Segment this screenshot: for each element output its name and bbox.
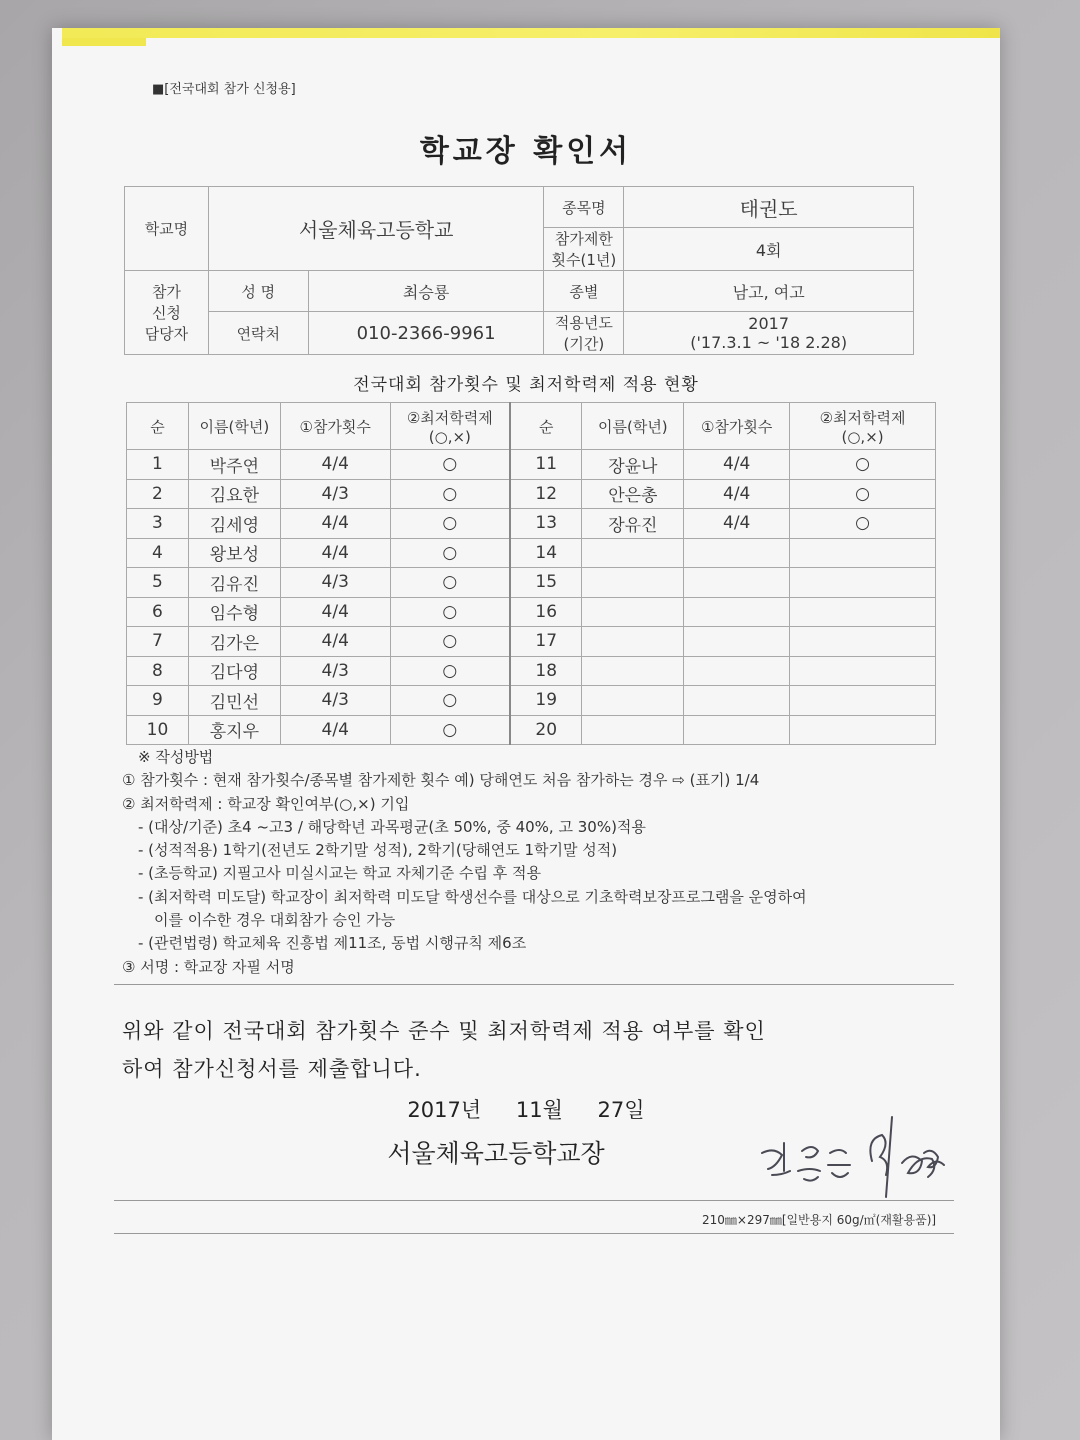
row-no: 2 [127, 479, 189, 509]
form-type-note: ■[전국대회 참가 신청용] [152, 82, 296, 97]
row-name: 김유진 [188, 568, 280, 598]
row-name: 홍지우 [188, 715, 280, 745]
date-month: 11월 [515, 1098, 563, 1122]
row-no: 10 [127, 715, 189, 745]
row-count [684, 656, 790, 686]
note-subitem: - (성적적용) 1학기(전년도 2학기말 성적), 2학기(당해연도 1학기말 성적) [138, 841, 618, 860]
row-name: 장유진 [582, 509, 684, 539]
row-name: 임수형 [188, 597, 280, 627]
row-academic: ○ [390, 479, 510, 509]
date-day: 27일 [597, 1098, 645, 1122]
row-count [684, 627, 790, 657]
table-row [127, 597, 936, 627]
limit-value: 4회 [624, 228, 914, 271]
document-title: 학교장 확인서 [419, 134, 633, 169]
phone-value: 010-2366-9961 [308, 312, 544, 355]
row-academic: ○ [390, 715, 510, 745]
table-row [127, 538, 936, 568]
header-academic: ②최저학력제 (○,×) [790, 403, 936, 450]
row-academic: ○ [390, 568, 510, 598]
row-no: 3 [127, 509, 189, 539]
table-row [127, 627, 936, 657]
note-item: ① 참가횟수 : 현재 참가횟수/종목별 참가제한 횟수 예) 당해연도 처음 참가하는 경우 ⇨ (표기) 1/4 [122, 771, 760, 790]
row-academic: ○ [390, 686, 510, 716]
gender-value: 남고, 여고 [624, 271, 914, 312]
row-no: 19 [510, 686, 582, 716]
note-item: ③ 서명 : 학교장 자필 서명 [122, 957, 295, 976]
row-name: 김요한 [188, 479, 280, 509]
table-row [127, 509, 936, 539]
row-no: 15 [510, 568, 582, 598]
paper-spec: 210㎜×297㎜[일반용지 60g/㎡(재활용품)] [702, 1213, 937, 1227]
row-name [582, 686, 684, 716]
footer-divider [114, 1200, 954, 1201]
row-name: 김세영 [188, 509, 280, 539]
row-no: 1 [127, 450, 189, 480]
header-academic: ②최저학력제 (○,×) [390, 403, 510, 450]
school-value: 서울체육고등학교 [208, 187, 544, 271]
row-name [582, 538, 684, 568]
row-academic: ○ [390, 538, 510, 568]
row-count: 4/4 [280, 450, 390, 480]
note-subitem: - (관련법령) 학교체육 진흥법 제11조, 동법 시행규칙 제6조 [138, 934, 527, 953]
table-row [127, 450, 936, 480]
row-name [582, 597, 684, 627]
note-subitem: 이를 이수한 경우 대회참가 승인 가능 [154, 911, 396, 930]
row-count: 4/4 [280, 715, 390, 745]
row-academic: ○ [390, 597, 510, 627]
row-count: 4/3 [280, 479, 390, 509]
row-no: 12 [510, 479, 582, 509]
phone-label: 연락처 [208, 312, 308, 355]
year-label: 적용년도 (기간) [544, 312, 624, 355]
roster-header-row [127, 403, 936, 450]
row-name: 김가은 [188, 627, 280, 657]
table-row [127, 656, 936, 686]
row-count: 4/3 [280, 656, 390, 686]
row-academic: ○ [790, 509, 936, 539]
row-count [684, 597, 790, 627]
row-no: 11 [510, 450, 582, 480]
writing-instructions [122, 746, 807, 979]
row-academic: ○ [390, 509, 510, 539]
note-subitem: - (최저학력 미도달) 학교장이 최저학력 미도달 학생선수를 대상으로 기초학력보장프로그램을 운영하여 [138, 887, 807, 906]
row-no: 16 [510, 597, 582, 627]
row-academic [790, 656, 936, 686]
name-label: 성 명 [208, 271, 308, 312]
limit-label: 참가제한 횟수(1년) [544, 228, 624, 271]
note-item: ② 최저학력제 : 학교장 확인여부(○,×) 기입 [122, 794, 410, 813]
year-value: 2017 ('17.3.1 ~ '18 2.28) [624, 312, 914, 355]
notes-heading: ※ 작성방법 [138, 748, 214, 766]
row-count: 4/4 [684, 509, 790, 539]
row-no: 4 [127, 538, 189, 568]
principal-title: 서울체육고등학교장 [387, 1139, 605, 1168]
contact-label: 참가 신청 담당자 [125, 271, 209, 355]
row-academic [790, 715, 936, 745]
row-name [582, 627, 684, 657]
sport-label: 종목명 [544, 187, 624, 228]
row-name: 박주연 [188, 450, 280, 480]
row-academic [790, 627, 936, 657]
row-no: 18 [510, 656, 582, 686]
table-row [127, 568, 936, 598]
row-count [684, 538, 790, 568]
sport-value: 태권도 [624, 187, 914, 228]
header-name: 이름(학년) [582, 403, 684, 450]
gender-label: 종별 [544, 271, 624, 312]
row-academic: ○ [390, 627, 510, 657]
handwritten-signature [752, 1113, 962, 1203]
divider [114, 984, 954, 985]
header-count: ①참가횟수 [280, 403, 390, 450]
yellow-top-band [62, 28, 1000, 38]
row-no: 5 [127, 568, 189, 598]
info-table [124, 186, 914, 355]
row-no: 17 [510, 627, 582, 657]
row-count: 4/4 [280, 538, 390, 568]
row-no: 7 [127, 627, 189, 657]
row-count: 4/3 [280, 686, 390, 716]
note-subitem: - (초등학교) 지필고사 미실시교는 학교 자체기준 수립 후 적용 [138, 864, 542, 883]
row-name: 왕보성 [188, 538, 280, 568]
yellow-left-band [62, 38, 146, 46]
row-count: 4/4 [684, 450, 790, 480]
row-count: 4/4 [280, 509, 390, 539]
row-name [582, 656, 684, 686]
footer-divider [114, 1233, 954, 1234]
table-row [127, 686, 936, 716]
row-no: 14 [510, 538, 582, 568]
header-name: 이름(학년) [188, 403, 280, 450]
row-name [582, 568, 684, 598]
document-page [52, 28, 1000, 1440]
row-name: 김다영 [188, 656, 280, 686]
row-count [684, 715, 790, 745]
confirmation-line: 위와 같이 전국대회 참가횟수 준수 및 최저학력제 적용 여부를 확인 [122, 1019, 766, 1043]
row-academic: ○ [790, 450, 936, 480]
row-count: 4/4 [280, 627, 390, 657]
row-count: 4/4 [280, 597, 390, 627]
row-no: 9 [127, 686, 189, 716]
row-no: 6 [127, 597, 189, 627]
roster-title: 전국대회 참가횟수 및 최저학력제 적용 현황 [353, 375, 699, 395]
row-no: 20 [510, 715, 582, 745]
row-academic [790, 538, 936, 568]
row-academic [790, 686, 936, 716]
row-academic: ○ [390, 656, 510, 686]
row-name: 안은총 [582, 479, 684, 509]
row-no: 13 [510, 509, 582, 539]
header-no: 순 [510, 403, 582, 450]
confirmation-line: 하여 참가신청서를 제출합니다. [122, 1057, 422, 1081]
row-name: 김민선 [188, 686, 280, 716]
row-academic: ○ [790, 479, 936, 509]
school-label: 학교명 [125, 187, 209, 271]
row-name: 장윤나 [582, 450, 684, 480]
row-no: 8 [127, 656, 189, 686]
contact-name: 최승룡 [308, 271, 544, 312]
row-count: 4/3 [280, 568, 390, 598]
confirmation-text [122, 1012, 766, 1088]
date-year: 2017년 [407, 1098, 482, 1122]
table-row [127, 479, 936, 509]
note-subitem: - (대상/기준) 초4 ~고3 / 해당학년 과목평균(초 50%, 중 40%, 고 30%)적용 [138, 817, 646, 836]
row-name [582, 715, 684, 745]
row-count [684, 686, 790, 716]
row-count: 4/4 [684, 479, 790, 509]
table-row [127, 715, 936, 745]
row-academic [790, 597, 936, 627]
row-academic: ○ [390, 450, 510, 480]
roster-table [126, 402, 936, 745]
header-no: 순 [127, 403, 189, 450]
row-academic [790, 568, 936, 598]
header-count: ①참가횟수 [684, 403, 790, 450]
row-count [684, 568, 790, 598]
